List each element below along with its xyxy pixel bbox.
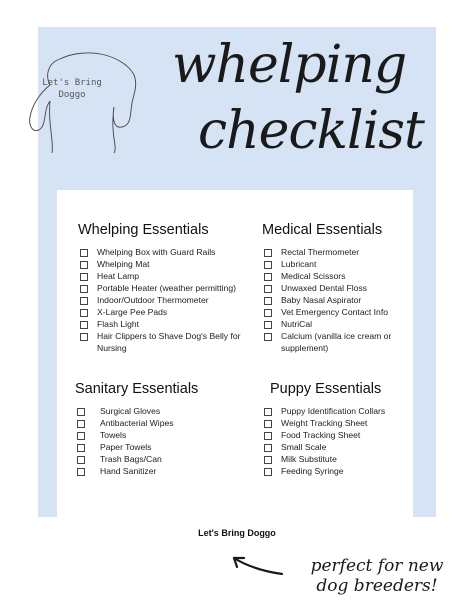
- list-item[interactable]: [262, 259, 412, 271]
- checkbox[interactable]: [77, 456, 85, 464]
- checkbox[interactable]: [80, 321, 88, 329]
- logo-text: Let's Bring Doggo: [42, 78, 102, 100]
- list-item[interactable]: [262, 454, 412, 466]
- list-item[interactable]: [262, 247, 412, 259]
- list-item[interactable]: [262, 307, 412, 319]
- title-line-1: whelping: [172, 35, 407, 95]
- item-label: Indoor/Outdoor Thermometer: [97, 295, 209, 305]
- checkbox[interactable]: [80, 261, 88, 269]
- list-item[interactable]: [78, 283, 248, 295]
- checkbox[interactable]: [264, 297, 272, 305]
- list-item[interactable]: [262, 295, 412, 307]
- list-item[interactable]: [262, 283, 412, 295]
- checkbox[interactable]: [80, 249, 88, 257]
- checkbox[interactable]: [264, 420, 272, 428]
- section-sanitary-essentials: [75, 381, 245, 478]
- list-item[interactable]: [78, 319, 248, 331]
- checkbox[interactable]: [80, 309, 88, 317]
- item-label: Portable Heater (weather permitting): [97, 283, 236, 293]
- list-item[interactable]: [75, 466, 245, 478]
- item-label: Baby Nasal Aspirator: [281, 295, 362, 305]
- checkbox[interactable]: [264, 309, 272, 317]
- section-puppy-essentials: [262, 381, 412, 478]
- tagline-line-2: dog breeders!: [316, 576, 438, 596]
- list-item[interactable]: [78, 247, 248, 259]
- item-label: Vet Emergency Contact Info: [281, 307, 389, 317]
- section-heading: Whelping Essentials: [78, 222, 209, 238]
- item-label: X-Large Pee Pads: [97, 307, 168, 317]
- section-heading: Puppy Essentials: [270, 381, 382, 397]
- item-label: Towels: [100, 430, 127, 440]
- checkbox[interactable]: [264, 261, 272, 269]
- checkbox[interactable]: [77, 408, 85, 416]
- title-line-2: checklist: [198, 101, 424, 161]
- item-label: Unwaxed Dental Floss: [281, 283, 367, 293]
- section-whelping-essentials: [78, 222, 248, 355]
- checkbox[interactable]: [264, 432, 272, 440]
- tagline: [282, 556, 472, 596]
- checkbox[interactable]: [264, 285, 272, 293]
- checkbox[interactable]: [80, 297, 88, 305]
- item-label: Puppy Identification Collars: [281, 406, 386, 416]
- checkbox[interactable]: [264, 333, 272, 341]
- list-item[interactable]: [262, 418, 412, 430]
- checkbox[interactable]: [80, 285, 88, 293]
- checkbox[interactable]: [264, 456, 272, 464]
- item-label: Small Scale: [281, 442, 327, 452]
- item-label: Milk Substitute: [281, 454, 337, 464]
- checkbox[interactable]: [77, 444, 85, 452]
- list-item[interactable]: [262, 271, 412, 283]
- list-item[interactable]: [78, 331, 248, 354]
- item-label: Trash Bags/Can: [100, 454, 162, 464]
- section-heading: Sanitary Essentials: [75, 381, 199, 397]
- checkbox[interactable]: [80, 333, 88, 341]
- item-label: Weight Tracking Sheet: [281, 418, 368, 428]
- curved-arrow-icon: [228, 552, 284, 582]
- item-label: Medical Scissors: [281, 271, 346, 281]
- item-label: Heat Lamp: [97, 271, 140, 281]
- checkbox[interactable]: [77, 468, 85, 476]
- list-item[interactable]: [262, 319, 412, 331]
- item-label: Food Tracking Sheet: [281, 430, 361, 440]
- list-item[interactable]: [75, 454, 245, 466]
- item-label: Whelping Box with Guard Rails: [97, 247, 216, 257]
- list-item[interactable]: [78, 307, 248, 319]
- list-item[interactable]: [75, 406, 245, 418]
- item-label: Surgical Gloves: [100, 406, 161, 416]
- item-label: Calcium (vanilla ice cream or supplement): [281, 331, 392, 353]
- list-item[interactable]: [262, 466, 412, 478]
- item-label: NutriCal: [281, 319, 313, 329]
- list-item[interactable]: [262, 430, 412, 442]
- list-item[interactable]: [78, 295, 248, 307]
- checkbox[interactable]: [80, 273, 88, 281]
- item-label: Rectal Thermometer: [281, 247, 360, 257]
- item-label: Feeding Syringe: [281, 466, 344, 476]
- item-label: Hand Sanitizer: [100, 466, 157, 476]
- item-label: Antibacterial Wipes: [100, 418, 174, 428]
- item-label: Hair Clippers to Shave Dog's Belly for Nursing: [97, 331, 241, 353]
- checkbox[interactable]: [264, 321, 272, 329]
- page-title: [150, 20, 440, 170]
- list-item[interactable]: [75, 418, 245, 430]
- checkbox[interactable]: [264, 408, 272, 416]
- list-item[interactable]: [262, 442, 412, 454]
- checkbox[interactable]: [77, 420, 85, 428]
- section-medical-essentials: [262, 222, 412, 355]
- checkbox[interactable]: [264, 444, 272, 452]
- item-label: Lubricant: [281, 259, 317, 269]
- list-item[interactable]: [75, 442, 245, 454]
- checkbox[interactable]: [264, 468, 272, 476]
- list-item[interactable]: [78, 259, 248, 271]
- checkbox[interactable]: [264, 273, 272, 281]
- item-label: Paper Towels: [100, 442, 152, 452]
- list-item[interactable]: [262, 331, 412, 354]
- item-label: Whelping Mat: [97, 259, 150, 269]
- section-heading: Medical Essentials: [262, 222, 383, 238]
- list-item[interactable]: [78, 271, 248, 283]
- list-item[interactable]: [75, 430, 245, 442]
- tagline-line-1: perfect for new: [310, 556, 444, 576]
- list-item[interactable]: [262, 406, 412, 418]
- footer-brand: Let's Bring Doggo: [198, 528, 276, 538]
- item-label: Flash Light: [97, 319, 140, 329]
- checkbox[interactable]: [77, 432, 85, 440]
- checkbox[interactable]: [264, 249, 272, 257]
